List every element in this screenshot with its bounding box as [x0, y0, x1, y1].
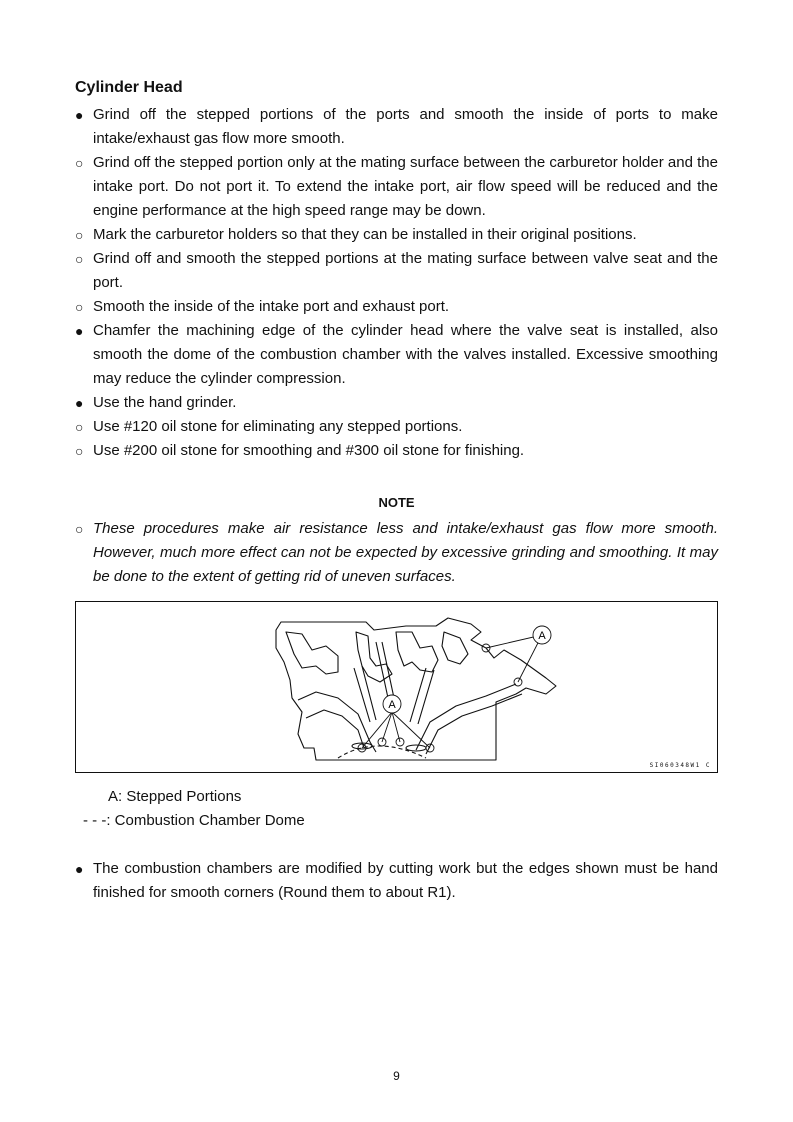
- bullet-open: ○: [75, 521, 84, 537]
- bullet-open: ○: [75, 227, 84, 243]
- item-text: Use the hand grinder.: [93, 394, 237, 411]
- list-item: [75, 415, 718, 439]
- item-text: Use #200 oil stone for smoothing and #300 oil stone for finishing.: [93, 442, 525, 459]
- item-text: Grind off the stepped portions of the ports and smooth the inside of ports to make intake/exhaust gas flow more smooth.: [93, 106, 718, 147]
- item-text: Use #120 oil stone for eliminating any stepped portions.: [93, 418, 463, 435]
- list-item: [75, 391, 718, 415]
- list-item: [75, 295, 718, 319]
- item-text: Mark the carburetor holders so that they can be installed in their original positions.: [93, 226, 637, 243]
- list-item: [75, 247, 718, 295]
- item-text: Grind off and smooth the stepped portions at the mating surface between valve seat and the port.: [93, 250, 718, 291]
- bullet-open: ○: [75, 419, 84, 435]
- section-title: Cylinder Head: [75, 79, 183, 96]
- item-text: Chamfer the machining edge of the cylinder head where the valve seat is installed, also smooth the dome of the combustion chamber with the valves installed. Excessive smoothing may reduce the cylinder compression.: [93, 322, 718, 387]
- list-item: [75, 223, 718, 247]
- figure-legend: [75, 785, 718, 833]
- note-title: NOTE: [378, 495, 415, 510]
- item-text: The combustion chambers are modified by cutting work but the edges shown must be hand finished for smooth corners (Round them to about R1).: [93, 860, 718, 901]
- list-item: [75, 857, 718, 905]
- page-number: 9: [393, 1069, 400, 1083]
- legend-stepped-portions: A: Stepped Portions: [108, 788, 242, 805]
- legend-combustion-dome: - - -: Combustion Chamber Dome: [83, 812, 305, 829]
- bullet-open: ○: [75, 155, 84, 171]
- bullet-filled: ●: [75, 861, 84, 877]
- list-item: [75, 439, 718, 463]
- document-body: [75, 77, 718, 905]
- figure-code: SI060348W1 C: [649, 762, 711, 769]
- bullet-open: ○: [75, 299, 84, 315]
- bullet-open: ○: [75, 443, 84, 459]
- list-item: [75, 319, 718, 391]
- list-item: [75, 151, 718, 223]
- cylinder-head-figure: [75, 601, 718, 773]
- cylinder-head-diagram: [76, 602, 717, 772]
- callout-label-lower: A: [388, 699, 396, 711]
- bullet-filled: ●: [75, 395, 84, 411]
- list-item: [75, 103, 718, 151]
- callout-label-upper: A: [538, 630, 546, 642]
- item-text: Smooth the inside of the intake port and exhaust port.: [93, 298, 450, 315]
- note-text: These procedures make air resistance less and intake/exhaust gas flow more smooth. However, much more effect can not be expected by excessive grinding and smoothing. It may be done to the extent of getting rid of uneven surfaces.: [93, 520, 718, 585]
- bullet-filled: ●: [75, 323, 84, 339]
- bullet-filled: ●: [75, 107, 84, 123]
- item-text: Grind off the stepped portion only at the mating surface between the carburetor holder and the intake port. Do not port it. To extend the intake port, air flow speed will be reduced and the engine performance at the high speed range may be down.: [93, 154, 718, 219]
- note-item: [75, 517, 718, 589]
- bullet-open: ○: [75, 251, 84, 267]
